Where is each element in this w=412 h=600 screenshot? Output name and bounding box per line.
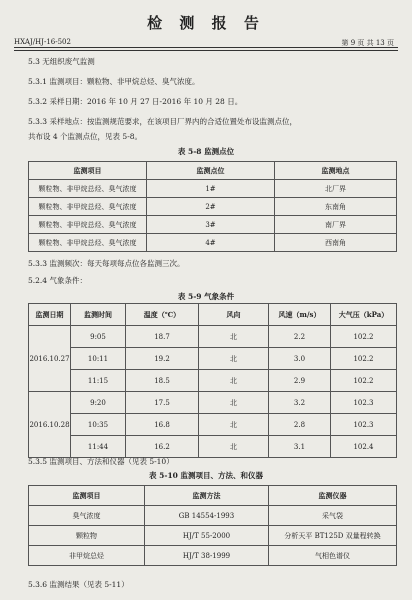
table-cell: HJ/T 55-2000 bbox=[145, 526, 269, 546]
table-cell: GB 14554-1993 bbox=[145, 506, 269, 526]
table-row bbox=[29, 546, 397, 566]
table-header-row bbox=[29, 486, 397, 506]
table-cell: 1# bbox=[147, 180, 275, 198]
section-5-3-4: 5.3.3 监测频次：每天每项每点位各监测三次。 bbox=[28, 259, 185, 268]
table-cell: 西南角 bbox=[275, 234, 397, 252]
table-cell: 气相色谱仪 bbox=[269, 546, 397, 566]
column-header: 监测日期 bbox=[29, 304, 71, 326]
table-cell: 102.2 bbox=[331, 370, 397, 392]
table-row bbox=[29, 198, 397, 216]
table-cell: 11:44 bbox=[71, 436, 126, 458]
table-cell: 16.2 bbox=[126, 436, 199, 458]
table-cell: 9:20 bbox=[71, 392, 126, 414]
table-cell: 18.5 bbox=[126, 370, 199, 392]
table-cell: 18.7 bbox=[126, 326, 199, 348]
table-row bbox=[29, 392, 397, 414]
header-rule-thin bbox=[14, 50, 398, 51]
header-rule-thick bbox=[14, 47, 398, 48]
table-cell: 北 bbox=[199, 370, 269, 392]
table-cell: 颗粒物 bbox=[29, 526, 145, 546]
table-row bbox=[29, 180, 397, 198]
table-cell: 3.2 bbox=[269, 392, 331, 414]
table-cell: 北 bbox=[199, 348, 269, 370]
table-cell: 102.3 bbox=[331, 392, 397, 414]
doc-code: HXAJ/HJ-16-502 bbox=[14, 38, 71, 46]
table-row bbox=[29, 436, 397, 458]
table-cell: 非甲烷总烃 bbox=[29, 546, 145, 566]
section-5-3-6: 5.3.6 监测结果（见表 5-11） bbox=[28, 580, 129, 589]
table-cell: HJ/T 38-1999 bbox=[145, 546, 269, 566]
column-header: 监测方法 bbox=[145, 486, 269, 506]
column-header: 监测时间 bbox=[71, 304, 126, 326]
table-5-8 bbox=[28, 161, 397, 252]
table-header-row bbox=[29, 162, 397, 180]
table-row bbox=[29, 234, 397, 252]
table-cell: 19.2 bbox=[126, 348, 199, 370]
table-row bbox=[29, 414, 397, 436]
column-header: 监测项目 bbox=[29, 486, 145, 506]
table-cell: 北 bbox=[199, 414, 269, 436]
table-cell: 102.2 bbox=[331, 326, 397, 348]
section-5-3-3-line1: 5.3.3 采样地点：按监测规范要求，在该项目厂界内的合适位置处布设监测点位， bbox=[28, 117, 297, 126]
table-cell: 102.4 bbox=[331, 436, 397, 458]
table-row bbox=[29, 216, 397, 234]
table-row bbox=[29, 348, 397, 370]
table-cell: 2.9 bbox=[269, 370, 331, 392]
page-info: 第 9 页 共 13 页 bbox=[341, 39, 394, 47]
table-5-10-caption: 表 5-10 监测项目、方法、和仪器 bbox=[149, 471, 263, 480]
table-cell: 2.2 bbox=[269, 326, 331, 348]
table-cell: 102.3 bbox=[331, 414, 397, 436]
column-header: 温度（℃） bbox=[126, 304, 199, 326]
table-cell: 9:05 bbox=[71, 326, 126, 348]
table-cell: 采气袋 bbox=[269, 506, 397, 526]
table-cell: 北厂界 bbox=[275, 180, 397, 198]
table-cell: 南厂界 bbox=[275, 216, 397, 234]
table-cell: 颗粒物、非甲烷总烃、臭气浓度 bbox=[29, 180, 147, 198]
column-header: 风向 bbox=[199, 304, 269, 326]
table-cell: 北 bbox=[199, 326, 269, 348]
column-header: 风速（m/s） bbox=[269, 304, 331, 326]
table-5-9 bbox=[28, 303, 397, 458]
table-cell: 16.8 bbox=[126, 414, 199, 436]
table-cell: 3.1 bbox=[269, 436, 331, 458]
table-5-10 bbox=[28, 485, 397, 566]
table-cell: 颗粒物、非甲烷总烃、臭气浓度 bbox=[29, 198, 147, 216]
report-title: 检 测 报 告 bbox=[147, 14, 265, 32]
table-cell: 2.8 bbox=[269, 414, 331, 436]
table-row bbox=[29, 526, 397, 546]
column-header: 监测点位 bbox=[147, 162, 275, 180]
table-cell: 东南角 bbox=[275, 198, 397, 216]
section-5-3-5: 5.3.5 监测项目、方法和仪器（见表 5-10） bbox=[28, 457, 174, 466]
table-cell: 102.2 bbox=[331, 348, 397, 370]
table-row bbox=[29, 370, 397, 392]
column-header: 监测项目 bbox=[29, 162, 147, 180]
date-cell: 2016.10.28 bbox=[29, 392, 71, 458]
section-5-3-3-line2: 共布设 4 个监测点位，见表 5-8。 bbox=[28, 132, 143, 141]
table-cell: 分析天平 BT125D 双量程转换 bbox=[269, 526, 397, 546]
column-header: 监测地点 bbox=[275, 162, 397, 180]
column-header: 监测仪器 bbox=[269, 486, 397, 506]
table-cell: 颗粒物、非甲烷总烃、臭气浓度 bbox=[29, 216, 147, 234]
table-cell: 臭气浓度 bbox=[29, 506, 145, 526]
table-5-9-caption: 表 5-9 气象条件 bbox=[177, 292, 235, 301]
table-cell: 3.0 bbox=[269, 348, 331, 370]
section-5-3-1: 5.3.1 监测项目：颗粒物、非甲烷总烃、臭气浓度。 bbox=[28, 77, 200, 86]
table-cell: 10:11 bbox=[71, 348, 126, 370]
table-row bbox=[29, 506, 397, 526]
column-header: 大气压（kPa） bbox=[331, 304, 397, 326]
table-cell: 4# bbox=[147, 234, 275, 252]
table-cell: 3# bbox=[147, 216, 275, 234]
table-cell: 北 bbox=[199, 436, 269, 458]
table-cell: 北 bbox=[199, 392, 269, 414]
table-cell: 2# bbox=[147, 198, 275, 216]
table-row bbox=[29, 326, 397, 348]
table-cell: 10:35 bbox=[71, 414, 126, 436]
table-cell: 11:15 bbox=[71, 370, 126, 392]
date-cell: 2016.10.27 bbox=[29, 326, 71, 392]
section-5-3: 5.3 无组织废气监测 bbox=[28, 57, 95, 66]
table-5-8-caption: 表 5-8 监测点位 bbox=[177, 147, 235, 156]
section-5-3-2: 5.3.2 采样日期：2016 年 10 月 27 日-2016 年 10 月 28 日。 bbox=[28, 97, 243, 106]
table-header-row bbox=[29, 304, 397, 326]
table-cell: 17.5 bbox=[126, 392, 199, 414]
section-5-2-4: 5.2.4 气象条件： bbox=[28, 276, 87, 285]
table-cell: 颗粒物、非甲烷总烃、臭气浓度 bbox=[29, 234, 147, 252]
